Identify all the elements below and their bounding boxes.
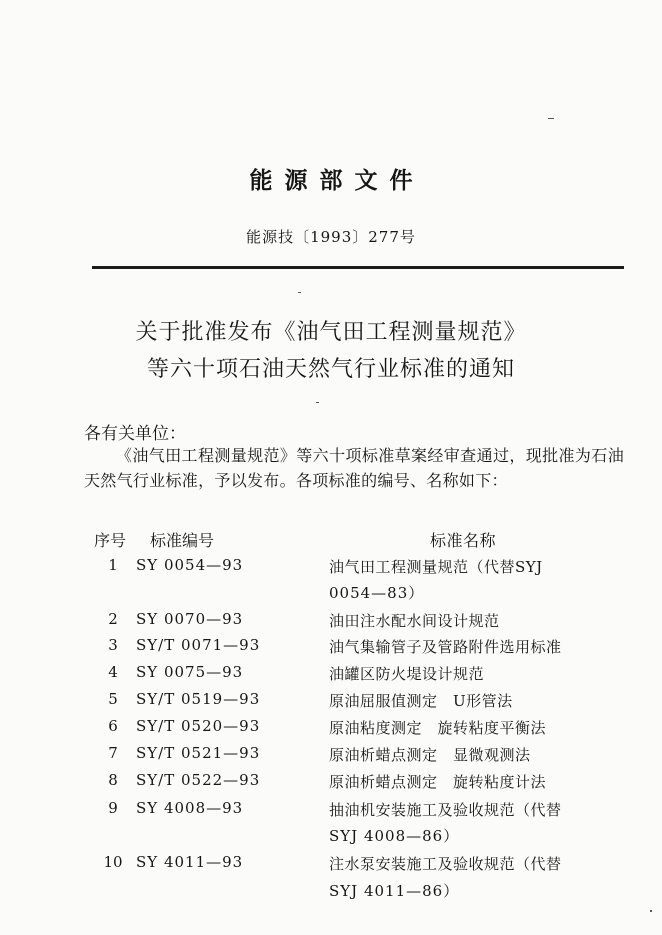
table-row: [0, 717, 662, 743]
header-code: 标准编号: [150, 531, 215, 550]
row-no: 9: [108, 799, 118, 817]
row-code: SY/T 0522—93: [136, 771, 261, 789]
row-no: 6: [108, 717, 118, 735]
scan-speck: [548, 118, 554, 119]
body-paragraph: 《油气田工程测量规范》等六十项标准草案经审查通过，现批准为石油天然气行业标准，予以发布。各项标准的编号、名称如下：: [84, 446, 624, 490]
row-name: 原油屈服值测定 U形管法: [329, 692, 513, 710]
row-code: SY/T 0521—93: [136, 744, 261, 762]
table-row: [0, 636, 662, 662]
row-name: 注水泵安装施工及验收规范（代替: [329, 855, 562, 873]
row-code: SY 0070—93: [136, 610, 244, 628]
notice-title-line-1: 关于批准发布《油气田工程测量规范》: [135, 320, 527, 345]
row-name: 油气田工程测量规范（代替SYJ: [329, 558, 543, 576]
row-name: 原油粘度测定 旋转粘度平衡法: [329, 719, 547, 737]
table-row: [0, 744, 662, 770]
row-name: 油气集输管子及管路附件选用标准: [329, 638, 562, 656]
header-no: 序号: [93, 531, 126, 550]
table-row: [0, 853, 662, 879]
document-number: 能源技〔1993〕277号: [246, 228, 416, 246]
table-row: [0, 610, 662, 636]
row-name-continuation: SYJ 4011—86）: [329, 882, 460, 900]
row-name-continuation: 0054—83）: [329, 584, 425, 602]
document-header: 能源部文件: [249, 168, 425, 194]
row-no: 3: [108, 636, 118, 654]
scan-speck: [650, 910, 652, 912]
row-name: 油田注水配水间设计规范: [329, 612, 500, 630]
table-row: [0, 690, 662, 716]
scan-speck: [298, 292, 301, 293]
row-name-continuation: SYJ 4008—86）: [329, 827, 460, 845]
row-code: SY/T 0520—93: [136, 717, 261, 735]
row-name: 原油析蜡点测定 旋转粘度计法: [329, 773, 547, 791]
scan-speck: [316, 402, 319, 403]
row-no: 2: [108, 610, 118, 628]
row-code: SY 0054—93: [136, 556, 244, 574]
row-code: SY 4008—93: [136, 799, 244, 817]
row-no: 5: [108, 690, 118, 708]
table-row: [0, 771, 662, 797]
notice-title-line-2: 等六十项石油天然气行业标准的通知: [146, 357, 515, 382]
row-code: SY/T 0071—93: [136, 636, 261, 654]
header-rule: [92, 266, 624, 269]
row-name: 油罐区防火堤设计规范: [329, 665, 485, 683]
row-code: SY 0075—93: [136, 663, 244, 681]
table-row: [0, 799, 662, 825]
salutation: 各有关单位：: [84, 424, 186, 444]
row-no: 8: [108, 771, 118, 789]
row-name: 原油析蜡点测定 显微观测法: [329, 746, 531, 764]
table-row: [0, 663, 662, 689]
row-no: 1: [108, 556, 118, 574]
table-row: [0, 556, 662, 582]
row-code: SY/T 0519—93: [136, 690, 261, 708]
row-no: 10: [103, 853, 123, 871]
row-no: 4: [108, 663, 118, 681]
header-name: 标准名称: [430, 531, 497, 550]
row-code: SY 4011—93: [136, 853, 244, 871]
table-header: [0, 528, 662, 554]
row-name: 抽油机安装施工及验收规范（代替: [329, 801, 562, 819]
row-no: 7: [108, 744, 118, 762]
